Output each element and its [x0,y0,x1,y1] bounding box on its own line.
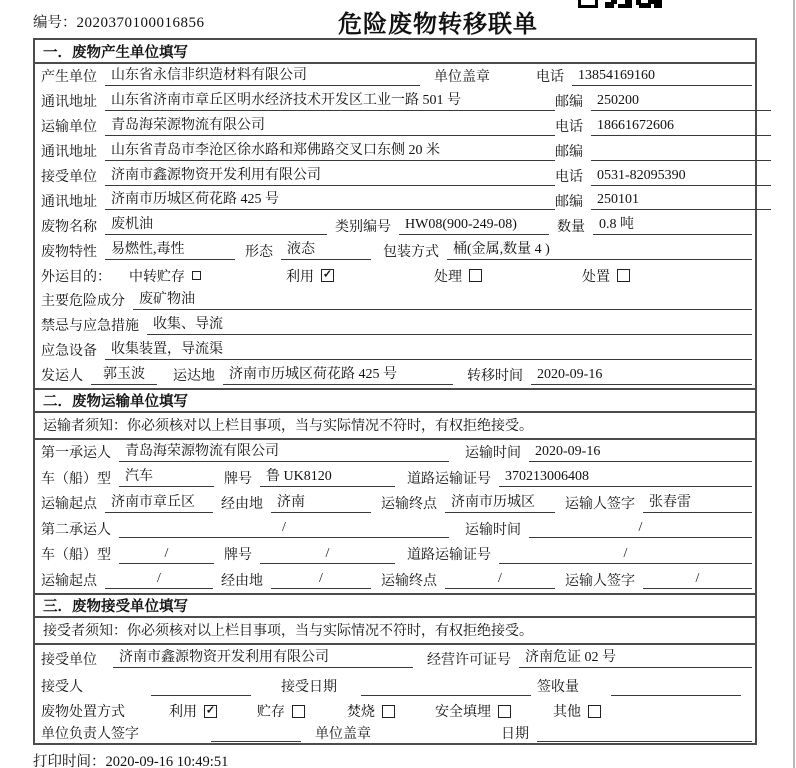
route-via-value: / [271,570,371,589]
waste-code-value: HW08(900-249-08) [399,216,549,235]
sign-date-value [537,723,752,742]
carrier-sign-value: 张春雷 [643,494,752,513]
checkbox-icon[interactable] [292,705,305,718]
second-carrier-label: 第二承运人 [41,522,111,538]
accept-date-label: 接受日期 [281,680,337,696]
transport-unit-label: 运输单位 [41,120,97,136]
route-end-label: 运输终点 [381,573,437,589]
first-carrier-value: 青岛海荣源物流有限公司 [119,443,449,462]
option-label: 焚烧 [347,705,375,721]
dispatcher-value: 郭玉波 [91,366,157,385]
option-label: 其他 [553,705,581,721]
hazard-component-value: 废矿物油 [133,291,752,310]
row-producer-unit [35,64,755,89]
page-title: 危险废物转移联单 [338,11,538,38]
road-permit-value: / [499,545,752,564]
accept-person-value [151,677,251,696]
check-icon: ✓ [322,268,333,281]
hazard-component-label: 主要危险成分 [41,294,125,310]
receiver-notice: 接受者须知：你必须核对以上栏目事项，当与实际情况不符时，有权拒绝接受。 [35,618,755,645]
option-label: 安全填埋 [435,705,491,721]
option-incinerate [347,701,395,721]
row-route-1 [35,491,755,517]
vehicle-type-value: 汽车 [119,468,214,487]
checkbox-checked-icon[interactable] [321,269,334,282]
checkbox-icon[interactable] [382,705,395,718]
checkbox-icon[interactable] [617,269,630,282]
road-permit-label: 道路运输证号 [407,471,491,487]
option-transit-storage [129,266,201,286]
row-transport-address [35,139,755,164]
transport-address-label: 通讯地址 [41,145,97,161]
emergency-equipment-label: 应急设备 [41,344,97,360]
checkbox-icon[interactable] [588,705,601,718]
receiver-phone-label: 电话 [555,170,583,185]
row-accept-person [35,673,755,700]
row-transfer-purpose [35,263,755,288]
packaging-label: 包装方式 [383,244,439,260]
receiver-zip-label: 邮编 [555,194,583,210]
route-via-value: 济南 [271,494,371,513]
transfer-time-label: 转移时间 [467,369,523,385]
row-hazard-component [35,288,755,313]
row-second-carrier [35,516,755,542]
row-dispatcher [35,363,755,388]
accept-person-label: 接受人 [41,680,83,696]
unit-seal-label: 单位盖章 [315,726,371,742]
carrier-sign-label: 运输人签字 [565,497,635,513]
waste-qty-label: 数量 [557,219,585,235]
section-1-header: 一．废物产生单位填写 [35,40,755,64]
route-end-value: 济南市历城区 [445,494,555,513]
vehicle-type-value: / [119,545,214,564]
checkbox-icon[interactable] [498,705,511,718]
print-time [33,750,228,768]
unit-seal-label: 单位盖章 [434,70,490,86]
option-utilize [169,701,217,721]
responsible-sign-label: 单位负责人签字 [41,726,139,742]
receiver-address-label: 通讯地址 [41,194,97,210]
transport-address-value: 山东省青岛市李沧区徐水路和郑佛路交叉口东侧 20 米 [105,142,555,161]
transfer-purpose-label: 外运目的： [41,269,111,285]
row-responsible-sign [35,723,755,743]
license-value: 济南危证 02 号 [519,649,752,668]
check-icon: ✓ [205,704,216,717]
row-disposal-method [35,700,755,723]
route-via-label: 经由地 [221,573,263,589]
receiver-zip-value: 250101 [591,191,771,210]
route-start-value: / [105,570,213,589]
taboo-measures-value: 收集、导流 [147,316,752,335]
row-receiver-unit [35,164,755,189]
waste-character-label: 废物特性 [41,244,97,260]
signed-qty-label: 签收量 [537,680,579,696]
second-carrier-value: / [119,519,449,538]
road-permit-value: 370213006408 [499,468,752,487]
packaging-value: 桶(金属,数量 4 ) [447,241,752,260]
plate-value: 鲁 UK8120 [260,468,395,487]
first-carrier-label: 第一承运人 [41,446,111,462]
row-producer-address [35,89,755,114]
carrier-sign-label: 运输人签字 [565,573,635,589]
row-waste-name [35,213,755,238]
producer-unit-value: 山东省永信非织造材料有限公司 [105,67,420,86]
option-landfill [435,701,511,721]
option-dispose [582,266,630,286]
receiver-phone-value: 0531-82095390 [591,167,771,186]
producer-zip-value: 250200 [591,92,771,111]
license-label: 经营许可证号 [427,652,511,668]
option-label: 处理 [434,269,462,285]
route-end-label: 运输终点 [381,497,437,513]
row-waste-character [35,238,755,263]
accept-unit-value: 济南市鑫源物资开发利用有限公司 [113,649,413,668]
transfer-time-value: 2020-09-16 [531,366,752,385]
producer-address-value: 山东省济南市章丘区明水经济技术开发区工业一路 501 号 [105,92,555,111]
route-via-label: 经由地 [221,497,263,513]
transport-zip-value [591,142,771,161]
option-utilize [286,266,334,286]
producer-unit-label: 产生单位 [41,70,97,86]
vehicle-type-label: 车（船）型 [41,471,111,487]
disposal-method-label: 废物处置方式 [41,705,125,721]
option-label: 处置 [582,269,610,285]
waste-form-value: 液态 [281,241,371,260]
accept-date-value [361,677,531,696]
waste-code-label: 类别编号 [335,219,391,235]
form-table [33,38,757,745]
serial-value: 2020370100016856 [76,15,205,31]
plate-value: / [260,545,395,564]
carrier-sign-value: / [643,570,752,589]
producer-phone-value: 13854169160 [572,67,752,86]
checkbox-icon[interactable] [469,269,482,282]
checkbox-icon[interactable] [192,271,201,280]
row-transport-unit [35,114,755,139]
route-start-label: 运输起点 [41,573,97,589]
route-end-value: / [445,570,555,589]
option-store [257,701,305,721]
row-vehicle-2 [35,542,755,568]
option-treat [434,266,482,286]
waste-character-value: 易燃性,毒性 [105,241,235,260]
page-edge-line [793,0,795,768]
route-start-value: 济南市章丘区 [105,494,213,513]
destination-label: 运达地 [173,369,215,385]
sign-date-label: 日期 [501,726,529,742]
transport-time-label: 运输时间 [465,446,521,462]
producer-address-label: 通讯地址 [41,95,97,111]
row-taboo-measures [35,313,755,338]
plate-label: 牌号 [224,471,252,487]
waste-qty-value: 0.8 吨 [593,216,752,235]
transport-phone-value: 18661672606 [591,117,771,136]
section-2-header: 二．废物运输单位填写 [35,388,755,413]
row-emergency-equipment [35,338,755,363]
transport-time-value: 2020-09-16 [529,443,752,462]
option-label: 中转贮存 [129,269,185,285]
row-accept-unit [35,645,755,673]
producer-zip-label: 邮编 [555,95,583,111]
section-3-header: 三．废物接受单位填写 [35,593,755,618]
producer-phone-label: 电话 [536,70,564,86]
row-first-carrier [35,440,755,466]
plate-label: 牌号 [224,548,252,564]
transport-phone-label: 电话 [555,120,583,136]
receiver-unit-value: 济南市鑫源物资开发利用有限公司 [105,167,555,186]
option-label: 利用 [286,269,314,285]
option-label: 贮存 [257,705,285,721]
serial-label: 编号： [33,15,77,31]
option-other [553,701,601,721]
taboo-measures-label: 禁忌与应急措施 [41,319,139,335]
qr-code-fragment-icon [578,0,664,10]
waste-name-label: 废物名称 [41,219,97,235]
road-permit-label: 道路运输证号 [407,548,491,564]
emergency-equipment-value: 收集装置，导流渠 [105,341,752,360]
responsible-sign-value [211,723,301,742]
transport-time-label: 运输时间 [465,522,521,538]
transport-unit-value: 青岛海荣源物流有限公司 [105,117,555,136]
dispatcher-label: 发运人 [41,369,83,385]
print-time-label: 打印时间： [33,754,106,768]
row-receiver-address [35,188,755,213]
print-time-value: 2020-09-16 10:49:51 [105,754,229,768]
row-vehicle-1 [35,465,755,491]
transport-zip-label: 邮编 [555,145,583,161]
row-route-2 [35,567,755,593]
vehicle-type-label: 车（船）型 [41,548,111,564]
receiver-address-value: 济南市历城区荷花路 425 号 [105,191,555,210]
transporter-notice: 运输者须知：你必须核对以上栏目事项，当与实际情况不符时，有权拒绝接受。 [35,413,755,440]
destination-value: 济南市历城区荷花路 425 号 [223,366,453,385]
checkbox-checked-icon[interactable] [204,705,217,718]
waste-name-value: 废机油 [105,216,327,235]
accept-unit-label: 接受单位 [41,652,97,668]
receiver-unit-label: 接受单位 [41,170,97,185]
option-label: 利用 [169,705,197,721]
waste-form-label: 形态 [245,244,273,260]
route-start-label: 运输起点 [41,497,97,513]
signed-qty-value [611,677,741,696]
transport-time-value: / [529,519,752,538]
